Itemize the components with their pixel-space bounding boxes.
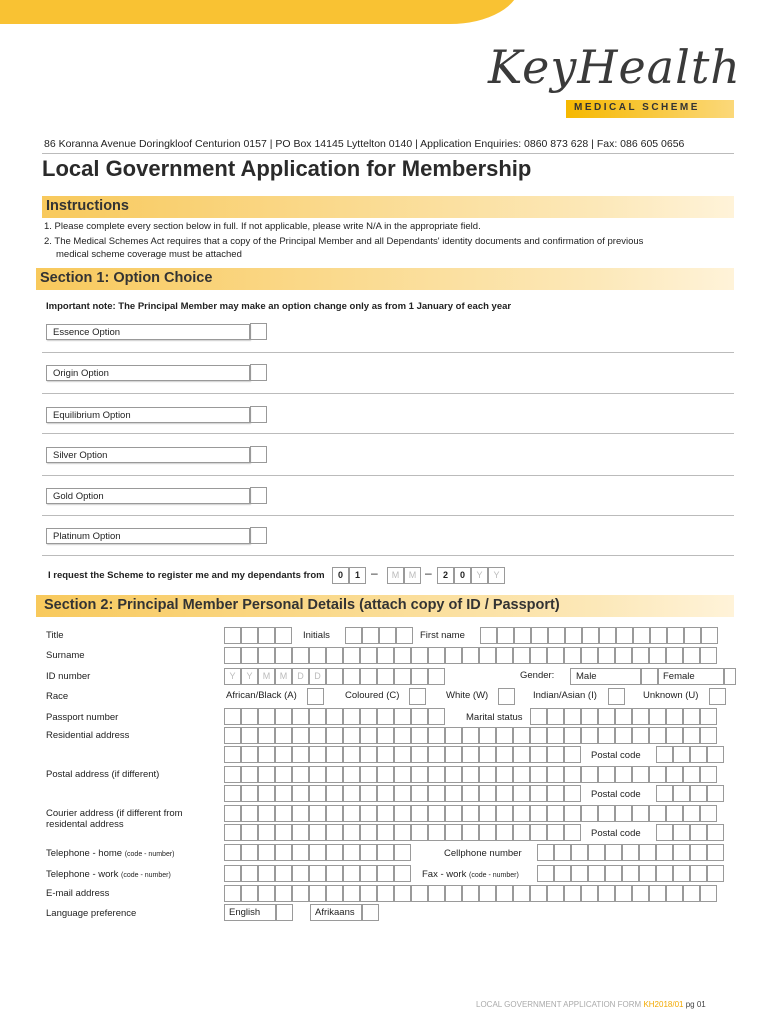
marital-status-field[interactable] [530,708,717,725]
courier-address-label: Courier address (if different from [46,808,183,819]
surname-field[interactable] [224,647,717,664]
residential-address-line2[interactable] [224,746,581,763]
option-equilibrium: Equilibrium Option [46,407,250,423]
courier-postal-code[interactable] [656,824,724,841]
tel-work-field[interactable] [224,865,411,882]
date-day-1[interactable]: 0 [332,567,349,584]
courier-address-line2[interactable] [224,824,581,841]
option-note: Important note: The Principal Member may make an option change only as from 1 January of each year [46,301,512,312]
option-platinum-checkbox[interactable] [250,527,267,544]
race-unknown-label: Unknown (U) [643,690,699,701]
courier-address-line1[interactable] [224,805,717,822]
logo-subtitle: MEDICAL SCHEME [574,102,700,113]
cellphone-label: Cellphone number [444,848,522,859]
language-english-checkbox[interactable] [276,904,293,921]
cellphone-field[interactable] [537,844,724,861]
residential-address-label: Residential address [46,730,130,741]
race-indian-checkbox[interactable] [608,688,625,705]
marital-status-label: Marital status [466,712,523,723]
page-title: Local Government Application for Membership [42,156,532,181]
header-swoosh [0,0,520,24]
race-white-label: White (W) [446,690,489,701]
race-african-label: African/Black (A) [226,690,297,701]
instructions-band [42,196,734,218]
option-essence: Essence Option [46,324,250,340]
instruction-2: 2. The Medical Schemes Act requires that a copy of the Principal Member and all Dependants' identity documents and confirmation of previous [44,236,644,247]
divider [42,393,734,394]
postal-address-label: Postal address (if different) [46,769,160,780]
tel-work-label: Telephone - work (code - number) [46,869,171,880]
race-indian-label: Indian/Asian (I) [533,690,597,701]
divider [42,433,734,434]
language-afrikaans: Afrikaans [310,904,362,921]
contact-address: 86 Koranna Avenue Doringkloof Centurion 0157 | PO Box 14145 Lyttelton 0140 | Application Enquiries: 0860 873 628 | Fax: 086 605 0656 [44,138,685,150]
title-label: Title [46,630,64,641]
section1-band [36,268,734,290]
option-platinum: Platinum Option [46,528,250,544]
first-name-label: First name [420,630,465,641]
id-number-field[interactable] [326,668,445,685]
race-coloured-label: Coloured (C) [345,690,400,701]
divider [42,153,734,154]
date-month-2[interactable]: M [404,567,421,584]
option-gold-checkbox[interactable] [250,487,267,504]
residential-postal-code[interactable] [656,746,724,763]
race-label: Race [46,691,69,702]
postal-address-line2[interactable] [224,785,581,802]
initials-label: Initials [303,630,330,641]
race-african-checkbox[interactable] [307,688,324,705]
section2-heading: Section 2: Principal Member Personal Details (attach copy of ID / Passport) [44,597,560,613]
gender-female: Female [658,668,724,685]
option-origin-checkbox[interactable] [250,364,267,381]
race-coloured-checkbox[interactable] [409,688,426,705]
instruction-2-cont: medical scheme coverage must be attached [56,249,242,260]
passport-field[interactable] [224,708,445,725]
date-month-1[interactable]: M [387,567,404,584]
id-number-label: ID number [46,671,91,682]
initials-field[interactable] [345,627,413,644]
section1-heading: Section 1: Option Choice [40,270,213,286]
race-white-checkbox[interactable] [498,688,515,705]
register-date-label: I request the Scheme to register me and my dependants from [48,570,325,581]
title-field[interactable] [224,627,292,644]
date-dash: – [371,566,378,580]
option-origin: Origin Option [46,365,250,381]
date-day-2[interactable]: 1 [349,567,366,584]
fax-field[interactable] [537,865,724,882]
option-silver: Silver Option [46,447,250,463]
gender-male-checkbox[interactable] [641,668,658,685]
postal-code-label: Postal code [591,828,641,839]
option-gold: Gold Option [46,488,250,504]
logo-wordmark: KeyHealth [488,40,741,94]
email-field[interactable] [224,885,717,902]
date-year-4[interactable]: Y [488,567,505,584]
fax-label: Fax - work (code - number) [422,869,519,880]
instruction-1: 1. Please complete every section below in full. If not applicable, please write N/A in the appropriate field. [44,221,481,232]
id-digit[interactable]: Y [241,668,258,685]
first-name-field[interactable] [480,627,718,644]
instructions-heading: Instructions [46,198,129,214]
section2-band [36,595,734,617]
postal-postal-code[interactable] [656,785,724,802]
date-year-3[interactable]: Y [471,567,488,584]
race-unknown-checkbox[interactable] [709,688,726,705]
page-footer: LOCAL GOVERNMENT APPLICATION FORM KH2018/01 pg 01 [476,1000,706,1009]
tel-home-label: Telephone - home (code - number) [46,848,175,859]
date-dash: – [425,566,432,580]
date-year-2[interactable]: 0 [454,567,471,584]
divider [42,555,734,556]
language-afrikaans-checkbox[interactable] [362,904,379,921]
gender-label: Gender: [520,670,555,681]
language-label: Language preference [46,908,137,919]
divider [42,352,734,353]
postal-address-line1[interactable] [224,766,717,783]
id-digit[interactable]: M [258,668,275,685]
language-english: English [224,904,276,921]
residential-address-line1[interactable] [224,727,717,744]
passport-label: Passport number [46,712,119,723]
id-digit[interactable]: M [275,668,292,685]
email-label: E-mail address [46,888,110,899]
divider [42,515,734,516]
id-digit[interactable]: D [309,668,326,685]
gender-male: Male [570,668,641,685]
divider [42,475,734,476]
postal-code-label: Postal code [591,789,641,800]
option-silver-checkbox[interactable] [250,446,267,463]
gender-female-checkbox[interactable] [724,668,736,685]
id-digit[interactable]: Y [224,668,241,685]
date-year-1[interactable]: 2 [437,567,454,584]
courier-address-label-cont: residental address [46,819,124,830]
option-equilibrium-checkbox[interactable] [250,406,267,423]
tel-home-field[interactable] [224,844,411,861]
id-digit[interactable]: D [292,668,309,685]
option-essence-checkbox[interactable] [250,323,267,340]
surname-label: Surname [46,650,85,661]
postal-code-label: Postal code [591,750,641,761]
